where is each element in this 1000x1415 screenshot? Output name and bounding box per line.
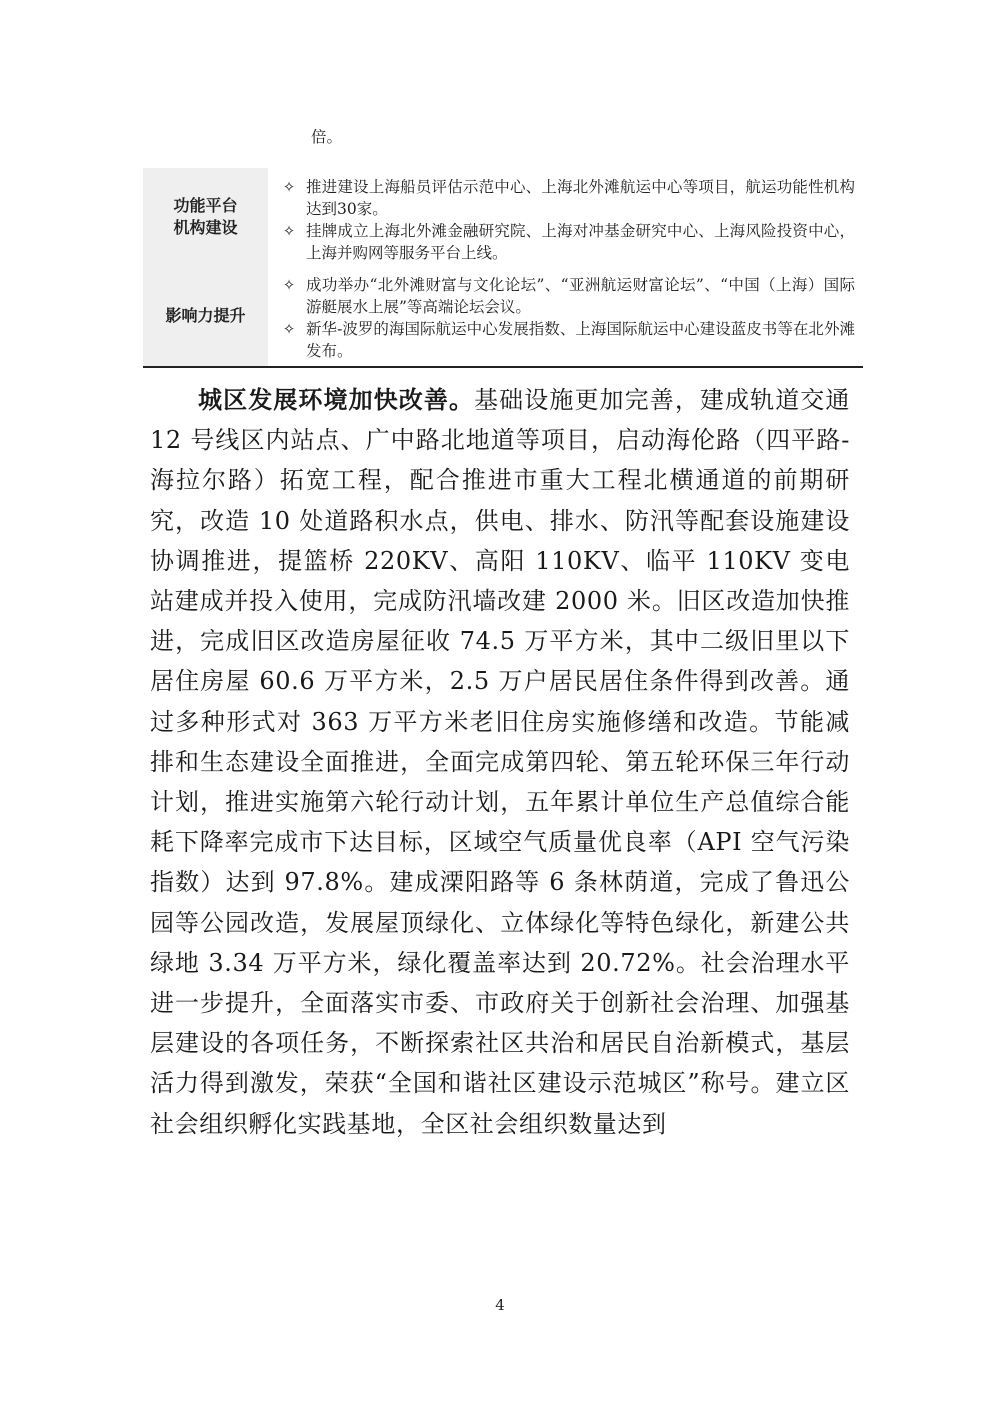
table-continuation-row	[143, 118, 863, 168]
category-label-line1: 功能平台	[173, 196, 238, 215]
achievements-table	[143, 118, 863, 368]
list-item-text: 新华-波罗的海国际航运中心发展指数、上海国际航运中心建设蓝皮书等在北外滩发布。	[306, 320, 855, 360]
table-row-influence	[143, 266, 863, 368]
paragraph-lead-heading: 城区发展环境加快改善。	[198, 385, 475, 414]
list-item-text: 挂牌成立上海北外滩金融研究院、上海对冲基金研究中心、上海风险投资中心，上海并购网等服务平台上线。	[306, 222, 855, 262]
diamond-bullet-icon: ✧	[282, 222, 296, 240]
list-item-text: 成功举办“北外滩财富与文化论坛”、“亚洲航运财富论坛”、“中国（上海）国际游艇展水上展”等高端论坛会议。	[306, 276, 855, 316]
list-item	[268, 318, 863, 362]
diamond-bullet-icon: ✧	[282, 276, 296, 294]
body-paragraph	[150, 380, 850, 1144]
list-item-text: 推进建设上海船员评估示范中心、上海北外滩航运中心等项目，航运功能性机构达到30家。	[306, 178, 855, 218]
list-item	[268, 220, 863, 264]
diamond-bullet-icon: ✧	[282, 320, 296, 338]
list-item	[268, 176, 863, 220]
item-list	[268, 266, 863, 366]
table-row-function-platform	[143, 168, 863, 266]
category-label-line2: 机构建设	[173, 218, 238, 237]
category-cell	[143, 266, 268, 366]
category-label: 影响力提升	[165, 306, 246, 325]
continuation-text: 倍。	[311, 128, 343, 146]
category-cell	[143, 168, 268, 266]
list-item	[268, 274, 863, 318]
paragraph-text: 基础设施更加完善，建成轨道交通 12 号线区内站点、广中路北地道等项目，启动海伦路（四平路-海拉尔路）拓宽工程，配合推进市重大工程北横通道的前期研究，改造 10 处道路积水点，供电、排水、防汛等配套设施建设协调推进，提篮桥 220KV、高阳 110KV、临平 110KV 变电站建成并投入使用，完成防汛墙改建 2000 米。旧区改造加快推进，完成旧区改造房屋征收 74.5 万平方米，其中二级旧里以下居住房屋 60.6 万平方米，2.5 万户居民居住条件得到改善。通过多种形式对 363 万平方米老旧住房实施修缮和改造。节能减排和生态建设全面推进，全面完成第四轮、第五轮环保三年行动计划，推进实施第六轮行动计划，五年累计单位生产总值综合能耗下降率完成市下达目标，区域空气质量优良率（API 空气污染指数）达到 97.8%。建成溧阳路等 6 条林荫道，完成了鲁迅公园等公园改造，发展屋顶绿化、立体绿化等特色绿化，新建公共绿地 3.34 万平方米，绿化覆盖率达到 20.72%。社会治理水平进一步提升，全面落实市委、市政府关于创新社会治理、加强基层建设的各项任务，不断探索社区共治和居民自治新模式，基层活力得到激发，荣获“全国和谐社区建设示范城区”称号。建立区社会组织孵化实践基地，全区社会组织数量达到	[150, 386, 850, 1138]
item-list	[268, 168, 863, 266]
diamond-bullet-icon: ✧	[282, 178, 296, 196]
page-number: 4	[495, 1296, 505, 1314]
